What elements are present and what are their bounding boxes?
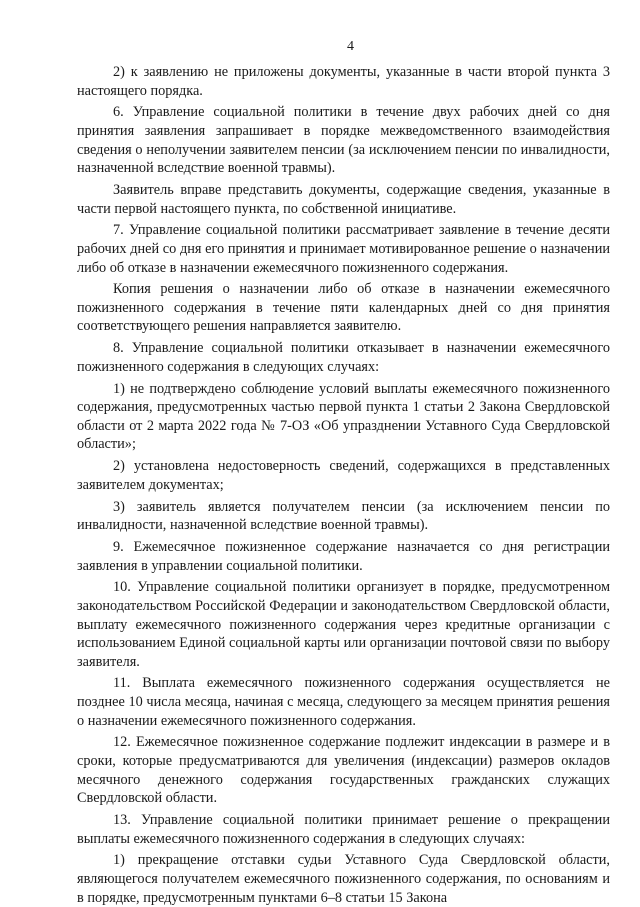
paragraph-5-2: 2) к заявлению не приложены документы, указанные в части второй пункта 3 настоящего порядка. [77, 64, 610, 99]
paragraph-9: 9. Ежемесячное пожизненное содержание назначается со дня регистрации заявления в управлении социальной политики. [77, 538, 610, 574]
paragraph-8-3: 3) заявитель является получателем пенсии (за исключением пенсии по инвалидности, назначенной вследствие военной травмы). [77, 498, 610, 534]
paragraph-7: 7. Управление социальной политики рассматривает заявление в течение десяти рабочих дней со дня его принятия и принимает мотивированное решение о назначении либо об отказе в назначении ежемесячного пожизненного содержания. [77, 222, 610, 276]
paragraph-11: 11. Выплата ежемесячного пожизненного содержания осуществляется не позднее 10 числа месяца, начиная с месяца, следующего за месяцем принятия решения о назначении ежемесячного пожизненного содержания. [77, 675, 610, 729]
paragraph-6: 6. Управление социальной политики в течение двух рабочих дней со дня принятия заявления запрашивает в порядке межведомственного взаимодействия сведения о неполучении заявителем пенсии (за исключением пенсии по инвалидности, назначенной вследствие военной травмы). [77, 104, 610, 177]
paragraph-12: 12. Ежемесячное пожизненное содержание подлежит индексации в размере и в сроки, которые предусматриваются для увеличения (индексации) размеров окладов месячного денежного содержания государственных гражданских служащих Свердловской области. [77, 734, 610, 807]
paragraph-7-copy: Копия решения о назначении либо об отказе в назначении ежемесячного пожизненного содержания в течение пяти календарных дней со дня принятия соответствующего решения направляется заявителю. [77, 281, 610, 335]
paragraph-8-1: 1) не подтверждено соблюдение условий выплаты ежемесячного пожизненного содержания, предусмотренных частью первой пункта 1 статьи 2 Закона Свердловской области от 2 марта 2022 года № 7-ОЗ «Об упразднении Уставного Суда Свердловской области»; [77, 380, 610, 453]
paragraph-13-1: 1) прекращение отставки судьи Уставного Суда Свердловской области, являющегося получателем ежемесячного пожизненного содержания, по основаниям и в порядке, предусмотренным пунктами 6–8 статьи 15 Закона [77, 852, 610, 906]
paragraph-6-applicant: Заявитель вправе представить документы, содержащие сведения, указанные в части первой настоящего пункта, по собственной инициативе. [77, 181, 610, 217]
paragraph-8-2: 2) установлена недостоверность сведений, содержащихся в представленных заявителем документах; [77, 458, 610, 493]
paragraph-13: 13. Управление социальной политики принимает решение о прекращении выплаты ежемесячного пожизненного содержания в следующих случаях: [77, 812, 610, 847]
page-number: 4 [347, 39, 354, 54]
paragraph-8: 8. Управление социальной политики отказывает в назначении ежемесячного пожизненного содержания в следующих случаях: [77, 340, 610, 375]
paragraph-10: 10. Управление социальной политики организует в порядке, предусмотренном законодательством Российской Федерации и законодательством Свердловской области, выплату ежемесячного пожизненного содержания через кредитные организации с использованием Единой социальной карты или организации почтовой связи по выбору заявителя. [77, 579, 610, 670]
